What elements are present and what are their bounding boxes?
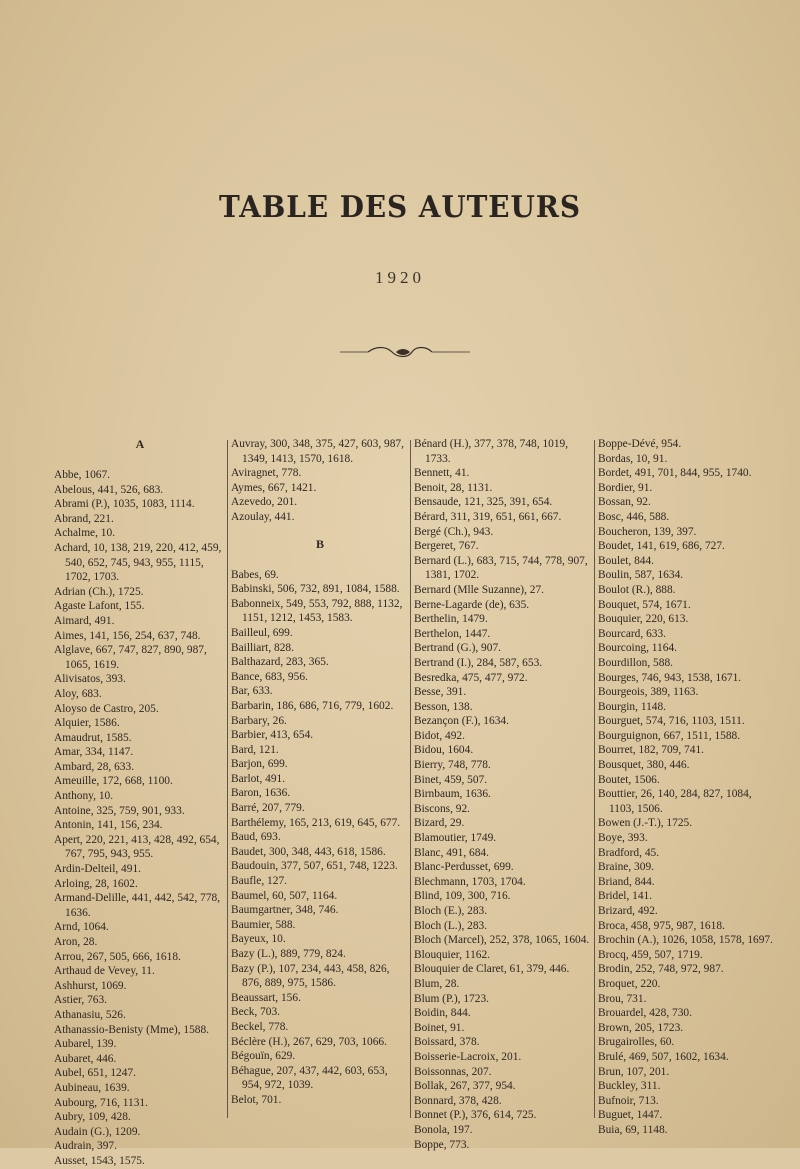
- author-entry: Bierry, 748, 778.: [414, 759, 491, 772]
- author-entry: Babonneix, 549, 553, 792, 888, 1132, 1151, 1212, 1453, 1583.: [231, 597, 403, 625]
- author-entry: Alivisatos, 393.: [54, 673, 126, 686]
- author-entry: Armand-Delille, 441, 442, 542, 778, 1636.: [54, 892, 221, 919]
- author-entry: Boissonnas, 207.: [414, 1065, 492, 1078]
- author-entry: Buguet, 1447.: [598, 1109, 663, 1122]
- author-entry: Brocq, 459, 507, 1719.: [598, 948, 703, 961]
- author-entry: Babinski, 506, 732, 891, 1084, 1588.: [231, 583, 400, 596]
- author-entry: Bourgeois, 389, 1163.: [598, 686, 699, 699]
- author-entry: Berne-Lagarde (de), 635.: [414, 598, 530, 611]
- author-entry: Barbarin, 186, 686, 716, 779, 1602.: [231, 699, 394, 712]
- author-entry: Bourcard, 633.: [598, 627, 667, 640]
- author-entry: Bergé (Ch.), 943.: [414, 525, 494, 538]
- letter-heading-b: B: [315, 536, 324, 551]
- author-entry: Bergeret, 767.: [414, 540, 479, 553]
- author-entry: Broca, 458, 975, 987, 1618.: [598, 919, 725, 932]
- author-entry: Bertrand (I.), 284, 587, 653.: [414, 656, 543, 669]
- author-entry: Ashhurst, 1069.: [54, 979, 127, 992]
- author-entry: Bourgin, 1148.: [598, 700, 667, 713]
- author-entry: Barré, 207, 779.: [231, 802, 305, 815]
- author-entry: Baudouin, 377, 507, 651, 748, 1223.: [231, 860, 398, 873]
- author-entry: Brochin (A.), 1026, 1058, 1578, 1697.: [598, 934, 773, 947]
- author-entry: Antoine, 325, 759, 901, 933.: [54, 804, 185, 817]
- author-entry: Benoit, 28, 1131.: [414, 481, 493, 494]
- author-entry: Aubarel, 139.: [54, 1038, 117, 1051]
- author-entry: Auvray, 300, 348, 375, 427, 603, 987, 1349, 1413, 1570, 1618.: [231, 438, 404, 465]
- author-entry: Bonola, 197.: [414, 1123, 473, 1136]
- author-entry: Aloyso de Castro, 205.: [54, 702, 159, 715]
- author-entry: Broquet, 220.: [598, 977, 661, 990]
- author-entry: Boissard, 378.: [414, 1036, 480, 1049]
- author-entry: Bidot, 492.: [414, 729, 465, 742]
- author-entry: Baud, 693.: [231, 831, 281, 844]
- author-entry: Brulé, 469, 507, 1602, 1634.: [598, 1050, 729, 1063]
- author-entry: Audain (G.), 1209.: [54, 1125, 141, 1138]
- author-entry: Barbier, 413, 654.: [231, 729, 314, 742]
- author-entry: Blum, 28.: [414, 977, 460, 990]
- author-entry: Bezançon (F.), 1634.: [414, 715, 509, 728]
- author-entry: Bidou, 1604.: [414, 744, 474, 757]
- author-entry: Balthazard, 283, 365.: [231, 656, 329, 669]
- author-entry: Achalme, 10.: [54, 527, 116, 540]
- author-entry: Bard, 121.: [231, 743, 279, 756]
- author-entry: Brun, 107, 201.: [598, 1065, 670, 1078]
- author-entry: Bloch (L.), 283.: [414, 919, 488, 932]
- author-entry: Bufnoir, 713.: [598, 1094, 659, 1107]
- author-entry: Blanc, 491, 684.: [414, 846, 489, 859]
- author-entry: Besredka, 475, 477, 972.: [414, 671, 528, 684]
- author-entry: Boppe-Dévé, 954.: [598, 438, 682, 450]
- letter-heading-a: A: [135, 437, 145, 451]
- column-rule: [594, 440, 595, 1118]
- author-entry: Alglave, 667, 747, 827, 890, 987, 1065, 1619.: [54, 644, 207, 671]
- author-entry: Ambard, 28, 633.: [54, 760, 135, 773]
- author-entry: Beckel, 778.: [231, 1020, 289, 1033]
- author-entry: Aloy, 683.: [54, 687, 102, 700]
- author-entry: Blum (P.), 1723.: [414, 992, 489, 1005]
- author-entry: Amaudrut, 1585.: [54, 731, 132, 744]
- author-entry: Boutet, 1506.: [598, 773, 660, 786]
- author-entry: Biscons, 92.: [414, 802, 471, 815]
- author-entry: Baumgartner, 348, 746.: [231, 904, 339, 917]
- author-entry: Bennett, 41.: [414, 467, 470, 480]
- author-entry: Aimes, 141, 156, 254, 637, 748.: [54, 629, 201, 642]
- author-entry: Brouardel, 428, 730.: [598, 1007, 692, 1020]
- author-entry: Binet, 459, 507.: [414, 773, 488, 786]
- author-entry: Bradford, 45.: [598, 846, 660, 859]
- author-entry: Athanasiu, 526.: [54, 1008, 126, 1021]
- author-entry: Boucheron, 139, 397.: [598, 525, 697, 538]
- author-entry: Achard, 10, 138, 219, 220, 412, 459, 540, 652, 745, 943, 955, 1115, 1702, 1703.: [54, 541, 222, 584]
- author-entry: Bourcoing, 1164.: [598, 642, 677, 655]
- page-title: TABLE DES AUTEURS: [219, 190, 581, 225]
- author-entry: Babes, 69.: [231, 568, 279, 581]
- author-entry: Bourguignon, 667, 1511, 1588.: [598, 729, 741, 742]
- author-entry: Brizard, 492.: [598, 905, 658, 917]
- column-rule: [227, 440, 228, 1118]
- author-entry: Bordas, 10, 91.: [598, 452, 668, 465]
- author-entry: Bordier, 91.: [598, 481, 653, 494]
- author-entry: Béhague, 207, 437, 442, 603, 653, 954, 972, 1039.: [231, 1064, 388, 1092]
- author-entry: Boye, 393.: [598, 832, 648, 845]
- author-entry: Agaste Lafont, 155.: [54, 600, 145, 613]
- author-entry: Ardin-Delteil, 491.: [54, 863, 141, 876]
- author-entry: Buckley, 311.: [598, 1080, 661, 1093]
- author-entry: Blouquier de Claret, 61, 379, 446.: [414, 963, 570, 976]
- author-entry: Bégouïn, 629.: [231, 1050, 296, 1063]
- author-entry: Arthaud de Vevey, 11.: [54, 965, 155, 978]
- author-entry: Bourges, 746, 943, 1538, 1671.: [598, 671, 742, 684]
- author-entry: Bosc, 446, 588.: [598, 510, 670, 523]
- author-entry: Bénard (H.), 377, 378, 748, 1019, 1733.: [414, 438, 569, 465]
- author-entry: Boisserie-Lacroix, 201.: [414, 1050, 522, 1063]
- author-entry: Bance, 683, 956.: [231, 670, 308, 683]
- author-entry: Boidin, 844.: [414, 1007, 471, 1020]
- author-entry: Blouquier, 1162.: [414, 948, 491, 961]
- author-entry: Aron, 28.: [54, 936, 98, 948]
- author-entry: Bossan, 92.: [598, 496, 651, 509]
- ornament-divider: [340, 344, 470, 360]
- author-entry: Aubourg, 716, 1131.: [54, 1096, 148, 1109]
- author-entry: Aubry, 109, 428.: [54, 1111, 131, 1124]
- author-entry: Bernard (L.), 683, 715, 744, 778, 907, 1381, 1702.: [414, 554, 588, 582]
- author-entry: Bonnard, 378, 428.: [414, 1094, 502, 1107]
- author-entry: Abrand, 221.: [54, 512, 114, 525]
- author-entry: Bar, 633.: [231, 685, 273, 698]
- index-column-2: [231, 437, 409, 1108]
- author-entry: Antonin, 141, 156, 234.: [54, 819, 163, 832]
- author-entry: Baumel, 60, 507, 1164.: [231, 889, 338, 902]
- author-entry: Barlot, 491.: [231, 772, 286, 785]
- author-entry: Bridel, 141.: [598, 890, 653, 903]
- author-entry: Apert, 220, 221, 413, 428, 492, 654, 767, 795, 943, 955.: [54, 833, 220, 861]
- author-entry: Bloch (Marcel), 252, 378, 1065, 1604.: [414, 934, 590, 947]
- index-column-1: [54, 437, 226, 1169]
- author-entry: Ameuille, 172, 668, 1100.: [54, 775, 173, 788]
- author-entry: Abelous, 441, 526, 683.: [54, 483, 164, 496]
- author-entry: Blechmann, 1703, 1704.: [414, 875, 526, 888]
- year-heading: 1920: [375, 268, 425, 287]
- author-entry: Barthélemy, 165, 213, 619, 645, 677.: [231, 816, 401, 829]
- author-entry: Adrian (Ch.), 1725.: [54, 585, 144, 598]
- author-entry: Braine, 309.: [598, 861, 654, 874]
- author-entry: Bouttier, 26, 140, 284, 827, 1084, 1103, 1506.: [598, 788, 752, 815]
- author-entry: Baufle, 127.: [231, 875, 287, 888]
- author-entry: Aubel, 651, 1247.: [54, 1067, 136, 1080]
- author-entry: Bazy (L.), 889, 779, 824.: [231, 948, 346, 960]
- author-entry: Beaussart, 156.: [231, 991, 301, 1004]
- author-entry: Aimard, 491.: [54, 614, 115, 627]
- author-entry: Alquier, 1586.: [54, 717, 120, 730]
- author-entry: Bouquet, 574, 1671.: [598, 598, 691, 611]
- author-entry: Boulin, 587, 1634.: [598, 569, 684, 582]
- author-entry: Brou, 731.: [598, 992, 647, 1005]
- author-entry: Bizard, 29.: [414, 817, 465, 830]
- author-entry: Ausset, 1543, 1575.: [54, 1154, 145, 1167]
- author-entry: Arloing, 28, 1602.: [54, 877, 138, 890]
- author-entry: Bourdillon, 588.: [598, 656, 673, 669]
- author-entry: Bérard, 311, 319, 651, 661, 667.: [414, 510, 562, 523]
- author-entry: Amar, 334, 1147.: [54, 746, 134, 759]
- author-entry: Abbe, 1067.: [54, 469, 110, 481]
- author-entry: Audrain, 397.: [54, 1140, 117, 1153]
- author-entry: Briand, 844.: [598, 875, 655, 888]
- author-entry: Blamoutier, 1749.: [414, 832, 497, 845]
- author-entry: Bowen (J.-T.), 1725.: [598, 817, 693, 830]
- author-entry: Bensaude, 121, 325, 391, 654.: [414, 496, 553, 509]
- author-entry: Anthony, 10.: [54, 790, 114, 803]
- author-entry: Astier, 763.: [54, 994, 108, 1007]
- author-entry: Arnd, 1064.: [54, 921, 109, 934]
- author-entry: Birnbaum, 1636.: [414, 788, 491, 801]
- author-entry: Baron, 1636.: [231, 787, 291, 800]
- author-entry: Blanc-Perdusset, 699.: [414, 861, 514, 874]
- author-entry: Bernard (Mlle Suzanne), 27.: [414, 583, 545, 596]
- author-entry: Berthelon, 1447.: [414, 627, 491, 640]
- author-entry: Bonnet (P.), 376, 614, 725.: [414, 1109, 537, 1122]
- author-entry: Bazy (P.), 107, 234, 443, 458, 826, 876, 889, 975, 1586.: [231, 962, 390, 990]
- author-entry: Azevedo, 201.: [231, 496, 298, 509]
- author-entry: Barjon, 699.: [231, 758, 288, 771]
- author-entry: Baudet, 300, 348, 443, 618, 1586.: [231, 845, 386, 858]
- author-entry: Arrou, 267, 505, 666, 1618.: [54, 950, 181, 963]
- author-entry: Bourret, 182, 709, 741.: [598, 744, 704, 757]
- author-entry: Barbary, 26.: [231, 714, 287, 727]
- index-column-3: [414, 437, 592, 1152]
- author-entry: Aubaret, 446.: [54, 1052, 117, 1065]
- author-entry: Boulot (R.), 888.: [598, 583, 676, 596]
- author-entry: Aviragnet, 778.: [231, 467, 302, 480]
- author-entry: Bourguet, 574, 716, 1103, 1511.: [598, 715, 745, 728]
- author-entry: Brown, 205, 1723.: [598, 1021, 684, 1034]
- author-entry: Boppe, 773.: [414, 1138, 470, 1151]
- author-entry: Besson, 138.: [414, 700, 473, 713]
- author-entry: Besse, 391.: [414, 686, 467, 699]
- section-gap: [231, 525, 409, 537]
- author-entry: Berthelin, 1479.: [414, 613, 488, 626]
- author-entry: Béclère (H.), 267, 629, 703, 1066.: [231, 1035, 387, 1048]
- index-column-4: [598, 437, 776, 1138]
- author-entry: Bollak, 267, 377, 954.: [414, 1080, 516, 1093]
- author-entry: Bailliart, 828.: [231, 641, 294, 654]
- author-entry: Beck, 703.: [231, 1006, 281, 1019]
- author-entry: Brodin, 252, 748, 972, 987.: [598, 963, 724, 976]
- author-entry: Athanassio-Benisty (Mme), 1588.: [54, 1023, 210, 1036]
- column-rule: [410, 440, 411, 1118]
- author-entry: Bordet, 491, 701, 844, 955, 1740.: [598, 467, 752, 480]
- author-entry: Boinet, 91.: [414, 1021, 465, 1034]
- author-entry: Aymes, 667, 1421.: [231, 481, 317, 494]
- author-entry: Bayeux, 10.: [231, 933, 286, 946]
- author-entry: Abrami (P.), 1035, 1083, 1114.: [54, 498, 195, 511]
- author-entry: Boudet, 141, 619, 686, 727.: [598, 540, 725, 553]
- author-entry: Azoulay, 441.: [231, 510, 295, 523]
- author-entry: Bailleul, 699.: [231, 626, 293, 639]
- author-entry: Brugairolles, 60.: [598, 1036, 675, 1049]
- author-entry: Belot, 701.: [231, 1093, 282, 1106]
- author-entry: Bouquier, 220, 613.: [598, 613, 689, 626]
- author-entry: Bloch (E.), 283.: [414, 905, 488, 917]
- author-entry: Buia, 69, 1148.: [598, 1123, 668, 1136]
- author-entry: Boulet, 844.: [598, 554, 655, 567]
- author-entry: Bertrand (G.), 907.: [414, 642, 501, 655]
- author-entry: Aubineau, 1639.: [54, 1081, 130, 1094]
- author-entry: Blind, 109, 300, 716.: [414, 890, 511, 903]
- author-entry: Baumier, 588.: [231, 918, 296, 931]
- author-entry: Bousquet, 380, 446.: [598, 759, 690, 772]
